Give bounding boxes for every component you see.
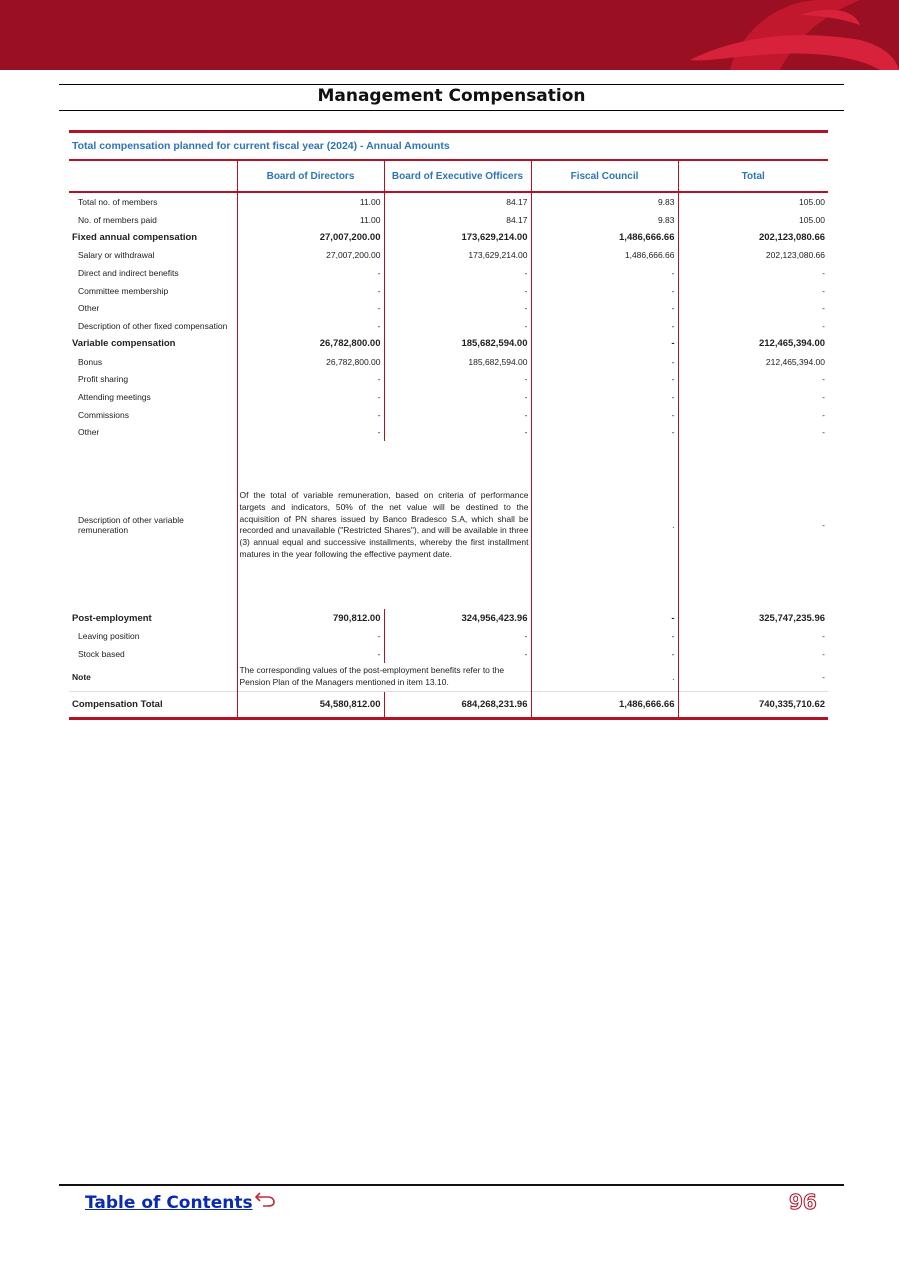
table-row-fixed-total: [69, 228, 828, 246]
cell: 790,812.00: [237, 609, 384, 627]
cell: 84.17: [384, 192, 531, 211]
cell: -: [531, 335, 678, 353]
cell: -: [384, 371, 531, 389]
bank-logo-icon: [0, 0, 899, 70]
note-text: The corresponding values of the post-employment benefits refer to the Pension Plan of the Managers mentioned in item 13.10.: [237, 663, 531, 692]
row-label: Other: [78, 427, 100, 438]
cell: 202,123,080.66: [678, 228, 828, 246]
row-label: Salary or withdrawal: [78, 250, 155, 261]
cell: -: [678, 441, 828, 609]
table-row-variable-description: [69, 441, 828, 609]
cell: -: [531, 645, 678, 663]
cell: -: [531, 406, 678, 424]
cell: -: [384, 645, 531, 663]
cell: 9.83: [531, 211, 678, 229]
cell: 1,486,666.66: [531, 246, 678, 264]
row-label: Stock based: [78, 648, 125, 659]
row-label: Bonus: [78, 356, 103, 367]
cell: 212,465,394.00: [678, 353, 828, 371]
cell: -: [531, 282, 678, 300]
cell: .: [531, 663, 678, 692]
cell: 27,007,200.00: [237, 228, 384, 246]
cell: -: [531, 609, 678, 627]
table-row: [69, 371, 828, 389]
cell: -: [678, 264, 828, 282]
table-of-contents-link[interactable]: Table of Contents: [85, 1193, 253, 1213]
cell: -: [237, 388, 384, 406]
cell: -: [237, 371, 384, 389]
cell: -: [678, 388, 828, 406]
cell: -: [678, 424, 828, 442]
table-row-note: [69, 663, 828, 692]
cell: -: [531, 264, 678, 282]
cell: 27,007,200.00: [237, 246, 384, 264]
cell: 212,465,394.00: [678, 335, 828, 353]
header-banner: [0, 0, 899, 70]
cell: 324,956,423.96: [384, 609, 531, 627]
cell: -: [384, 406, 531, 424]
cell: -: [384, 299, 531, 317]
cell: 1,486,666.66: [531, 691, 678, 718]
cell: -: [678, 299, 828, 317]
table-row: [69, 424, 828, 442]
cell: -: [237, 406, 384, 424]
row-label: Variable compensation: [72, 338, 176, 350]
cell: -: [237, 645, 384, 663]
cell: 202,123,080.66: [678, 246, 828, 264]
cell: 185,682,594.00: [384, 335, 531, 353]
row-label: Attending meetings: [78, 392, 151, 403]
row-label: Profit sharing: [78, 374, 129, 385]
row-label: Note: [72, 671, 91, 682]
cell: 105.00: [678, 192, 828, 211]
cell: 325,747,235.96: [678, 609, 828, 627]
cell: -: [237, 299, 384, 317]
cell: -: [531, 299, 678, 317]
page-number: 96: [789, 1190, 817, 1214]
table-row: [69, 353, 828, 371]
cell: 1,486,666.66: [531, 228, 678, 246]
footer-rule: [59, 1184, 844, 1186]
table-row: [69, 645, 828, 663]
row-label: Direct and indirect benefits: [78, 267, 179, 278]
cell: -: [678, 317, 828, 335]
row-label: Commissions: [78, 409, 130, 420]
row-label: Description of other fixed compensation: [78, 320, 228, 331]
cell: -: [531, 388, 678, 406]
cell: -: [678, 282, 828, 300]
cell: -: [531, 317, 678, 335]
table-row: [69, 317, 828, 335]
cell: -: [678, 406, 828, 424]
cell: -: [531, 424, 678, 442]
row-label: Other: [78, 303, 100, 314]
cell: -: [237, 627, 384, 645]
cell: -: [237, 424, 384, 442]
cell: 9.83: [531, 192, 678, 211]
col-header-executive-officers: Board of Executive Officers: [384, 160, 531, 192]
cell: 26,782,800.00: [237, 335, 384, 353]
compensation-table: [69, 130, 828, 720]
table-row: [69, 282, 828, 300]
cell: -: [237, 264, 384, 282]
cell: -: [384, 388, 531, 406]
cell: 105.00: [678, 211, 828, 229]
title-rule-bottom: [59, 110, 844, 111]
cell: .: [531, 441, 678, 609]
table-row: [69, 406, 828, 424]
cell: -: [531, 353, 678, 371]
cell: 740,335,710.62: [678, 691, 828, 718]
cell: -: [678, 663, 828, 692]
table-caption: Total compensation planned for current fiscal year (2024) - Annual Amounts: [69, 132, 828, 161]
cell: 84.17: [384, 211, 531, 229]
table-row-compensation-total: [69, 691, 828, 718]
cell: -: [678, 645, 828, 663]
return-arrow-icon[interactable]: [254, 1190, 276, 1213]
col-header-fiscal-council: Fiscal Council: [531, 160, 678, 192]
row-label: Description of other variable remuneration: [78, 515, 184, 536]
variable-description-text: Of the total of variable remuneration, based on criteria of performance targets and indicators, 50% of the net value will be destined to the acquisition of PN shares issued by Banco Bradesco S.A, which shall be recorded and unavailable ("Restricted Shares"), and will be available in three (3) annual equal and successive installments, whereby the first installment matures in the year following the effective payment date.: [237, 441, 531, 609]
cell: -: [384, 282, 531, 300]
page-title: Management Compensation: [317, 86, 586, 106]
cell: -: [237, 282, 384, 300]
cell: -: [384, 627, 531, 645]
cell: -: [237, 317, 384, 335]
row-label: Total no. of members: [78, 196, 158, 207]
row-label: No. of members paid: [78, 214, 157, 225]
header-empty: [69, 160, 237, 192]
row-label: Compensation Total: [69, 691, 237, 718]
cell: -: [384, 317, 531, 335]
table-row: [69, 264, 828, 282]
row-label: Committee membership: [78, 285, 169, 296]
table-row-variable-total: [69, 335, 828, 353]
cell: 185,682,594.00: [384, 353, 531, 371]
cell: -: [678, 371, 828, 389]
cell: 26,782,800.00: [237, 353, 384, 371]
table-row-post-employment: [69, 609, 828, 627]
cell: -: [531, 371, 678, 389]
table-row: [69, 299, 828, 317]
cell: -: [531, 627, 678, 645]
table-row: [69, 246, 828, 264]
table-row: [69, 388, 828, 406]
cell: -: [384, 424, 531, 442]
cell: -: [384, 264, 531, 282]
table-row: [69, 192, 828, 211]
row-label: Fixed annual compensation: [72, 231, 198, 243]
col-header-board-directors: Board of Directors: [237, 160, 384, 192]
cell: 173,629,214.00: [384, 228, 531, 246]
title-rule-top: [59, 84, 844, 85]
cell: 173,629,214.00: [384, 246, 531, 264]
table-row: [69, 627, 828, 645]
cell: 11.00: [237, 192, 384, 211]
table-row: [69, 211, 828, 229]
row-label: Post-employment: [72, 612, 152, 624]
cell: -: [678, 627, 828, 645]
col-header-total: Total: [678, 160, 828, 192]
row-label: Leaving position: [78, 631, 140, 642]
cell: 54,580,812.00: [237, 691, 384, 718]
cell: 684,268,231.96: [384, 691, 531, 718]
cell: 11.00: [237, 211, 384, 229]
